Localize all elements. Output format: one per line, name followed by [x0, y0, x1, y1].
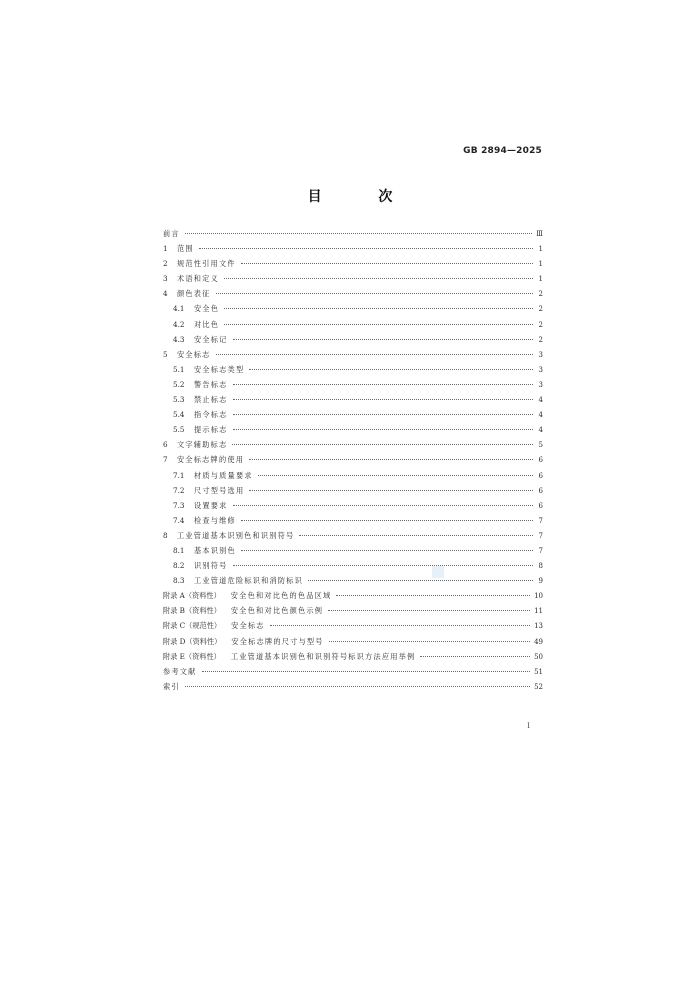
toc-entry-number: 8.2 [173, 561, 185, 571]
toc-entry-number: 5.5 [173, 425, 185, 435]
toc-leader-dots [336, 595, 530, 596]
toc-entry[interactable] [163, 226, 543, 241]
toc-entry-number: 附录 B（资料性） [163, 606, 221, 616]
toc-entry-number: 5.4 [173, 410, 185, 420]
toc-leader-dots [233, 414, 533, 415]
toc-entry[interactable] [163, 317, 543, 332]
toc-entry-number: 附录 D（资料性） [163, 636, 222, 646]
toc-entry-title: 安全标志 [231, 621, 265, 631]
toc-entry-page: 2 [538, 320, 543, 329]
toc-entry-number: 5 [163, 349, 168, 359]
toc-entry-number: 附录 A（资料性） [163, 591, 221, 601]
toc-entry-page: 7 [538, 516, 543, 525]
toc-leader-dots [241, 550, 533, 551]
toc-entry[interactable] [163, 437, 543, 452]
toc-entry-page: 13 [534, 622, 543, 631]
toc-entry-page: 5 [538, 441, 543, 450]
toc-entry-number: 附录 E（资料性） [163, 651, 221, 661]
toc-entry[interactable] [163, 483, 543, 498]
toc-entry-title: 识别符号 [194, 561, 228, 571]
toc-leader-dots [258, 475, 533, 476]
toc-entry-page: 9 [538, 577, 543, 586]
toc-leader-dots [216, 293, 533, 294]
toc-leader-dots [224, 308, 533, 309]
toc-entry-number: 附录 C（规范性） [163, 621, 222, 631]
toc-entry-title: 安全色和对比色颜色示例 [230, 606, 324, 616]
toc-entry-title: 工业管道危险标识和消防标识 [194, 576, 304, 586]
toc-entry-title: 材质与质量要求 [194, 470, 253, 480]
toc-entry-page: 4 [538, 426, 543, 435]
toc-entry-title: 工业管道基本识别色和识别符号标识方法应用举例 [230, 651, 416, 661]
toc-entry[interactable] [163, 452, 543, 467]
toc-entry[interactable] [163, 558, 543, 573]
toc-entry-page: 3 [538, 380, 543, 389]
toc-leader-dots [329, 641, 530, 642]
toc-entry-title: 索引 [163, 681, 180, 691]
toc-entry[interactable] [163, 603, 543, 618]
toc-entry-number: 5.2 [173, 379, 185, 389]
toc-leader-dots [233, 399, 533, 400]
toc-entry-title: 禁止标志 [194, 395, 228, 405]
toc-entry-page: 49 [534, 637, 543, 646]
toc-leader-dots [233, 339, 533, 340]
toc-entry[interactable] [163, 241, 543, 256]
toc-entry-page: 2 [538, 335, 543, 344]
toc-entry-number: 6 [163, 440, 168, 450]
toc-entry-number: 7.4 [173, 515, 185, 525]
toc-entry-title: 提示标志 [194, 425, 228, 435]
toc-entry[interactable] [163, 468, 543, 483]
toc-entry[interactable] [163, 362, 543, 377]
toc-entry[interactable] [163, 649, 543, 664]
toc-entry-page: 8 [538, 562, 543, 571]
toc-entry[interactable] [163, 679, 543, 694]
watermark-mark [432, 566, 444, 578]
toc-entry-title: 文字辅助标志 [177, 440, 228, 450]
toc-entry[interactable] [163, 286, 543, 301]
toc-entry[interactable] [163, 573, 543, 588]
toc-leader-dots [233, 384, 533, 385]
toc-entry-title: 警告标志 [194, 379, 228, 389]
toc-entry-page: 51 [534, 667, 543, 676]
toc-leader-dots [185, 686, 530, 687]
toc-entry-title: 尺寸型号选用 [194, 485, 245, 495]
toc-entry-title: 规范性引用文件 [177, 259, 236, 269]
toc-entry[interactable] [163, 422, 543, 437]
toc-entry-number: 5.3 [173, 395, 185, 405]
toc-entry-page: 1 [538, 245, 543, 254]
toc-entry-title: 基本识别色 [194, 545, 236, 555]
toc-leader-dots [299, 535, 533, 536]
toc-entry-title: 安全标志类型 [194, 364, 245, 374]
page-number: I [527, 722, 530, 730]
toc-leader-dots [185, 233, 532, 234]
toc-entry-page: 50 [534, 652, 543, 661]
toc-entry-number: 3 [163, 274, 168, 284]
toc-entry-title: 检查与维修 [194, 515, 236, 525]
toc-leader-dots [233, 565, 533, 566]
toc-leader-dots [270, 625, 530, 626]
toc-leader-dots [224, 278, 533, 279]
toc-entry-page: 3 [538, 350, 543, 359]
toc-entry[interactable] [163, 513, 543, 528]
toc-leader-dots [232, 444, 533, 445]
toc-entry-title: 颜色表征 [177, 289, 211, 299]
toc-entry-number: 7 [163, 455, 168, 465]
toc-entry-number: 2 [163, 259, 168, 269]
toc-leader-dots [216, 354, 533, 355]
toc-entry-title: 设置要求 [194, 500, 228, 510]
toc-entry-number: 7.3 [173, 500, 185, 510]
toc-entry-page: 1 [538, 260, 543, 269]
toc-entry-title: 安全标记 [194, 334, 228, 344]
toc-entry[interactable] [163, 634, 543, 649]
toc-entry[interactable] [163, 301, 543, 316]
toc-entry[interactable] [163, 392, 543, 407]
toc-entry-number: 1 [163, 244, 168, 254]
toc-entry-page: 4 [538, 396, 543, 405]
toc-entry[interactable] [163, 347, 543, 362]
toc-entry-title: 对比色 [194, 319, 220, 329]
toc-entry-number: 4.1 [173, 304, 185, 314]
toc-entry[interactable] [163, 377, 543, 392]
page-title: 目 次 [307, 189, 419, 205]
toc-entry-title: 参考文献 [163, 666, 197, 676]
toc-entry[interactable] [163, 256, 543, 271]
toc-leader-dots [249, 369, 533, 370]
table-of-contents [163, 226, 543, 694]
toc-entry-page: 6 [538, 486, 543, 495]
toc-entry-page: 6 [538, 501, 543, 510]
toc-entry-page: 10 [534, 592, 543, 601]
toc-entry-title: 范围 [177, 244, 194, 254]
toc-entry-page: 7 [538, 531, 543, 540]
toc-leader-dots [199, 248, 533, 249]
toc-leader-dots [420, 656, 530, 657]
toc-entry-number: 8 [163, 530, 168, 540]
toc-entry-title: 前言 [163, 229, 180, 238]
toc-entry[interactable] [163, 332, 543, 347]
toc-leader-dots [241, 263, 533, 264]
toc-leader-dots [224, 324, 533, 325]
toc-leader-dots [249, 459, 533, 460]
toc-entry-page: 1 [538, 275, 543, 284]
toc-leader-dots [241, 520, 533, 521]
toc-leader-dots [249, 490, 533, 491]
toc-entry[interactable] [163, 271, 543, 286]
toc-entry-page: 2 [538, 290, 543, 299]
toc-entry-number: 7.1 [173, 470, 185, 480]
standard-number: GB 2894—2025 [463, 146, 542, 156]
toc-entry-page: 52 [534, 682, 543, 691]
toc-leader-dots [233, 505, 533, 506]
toc-leader-dots [328, 610, 530, 611]
toc-entry-number: 5.1 [173, 364, 185, 374]
toc-entry[interactable] [163, 588, 543, 603]
toc-entry-page: 7 [538, 546, 543, 555]
toc-entry-title: 安全标志牌的尺寸与型号 [231, 636, 324, 646]
toc-entry-title: 术语和定义 [177, 274, 219, 284]
toc-entry-page: 11 [534, 607, 543, 616]
toc-entry-number: 4.3 [173, 334, 185, 344]
toc-entry-title: 工业管道基本识别色和识别符号 [177, 530, 295, 540]
toc-leader-dots [308, 580, 533, 581]
toc-entry[interactable] [163, 528, 543, 543]
toc-entry-title: 指令标志 [194, 410, 228, 420]
toc-entry-page: Ⅲ [536, 230, 543, 238]
toc-entry-title: 安全色 [194, 304, 220, 314]
toc-leader-dots [233, 429, 533, 430]
toc-entry-page: 4 [538, 411, 543, 420]
toc-entry-page: 3 [538, 365, 543, 374]
toc-entry-page: 6 [538, 471, 543, 480]
toc-entry-number: 4 [163, 289, 168, 299]
toc-entry-title: 安全标志 [177, 349, 211, 359]
toc-entry-page: 6 [538, 456, 543, 465]
toc-leader-dots [202, 671, 531, 672]
toc-entry-title: 安全色和对比色的色品区域 [230, 591, 332, 601]
toc-entry-title: 安全标志牌的使用 [177, 455, 245, 465]
toc-entry[interactable] [163, 498, 543, 513]
toc-entry-number: 4.2 [173, 319, 185, 329]
toc-entry[interactable] [163, 664, 543, 679]
toc-entry[interactable] [163, 407, 543, 422]
toc-entry-page: 2 [538, 305, 543, 314]
toc-entry-number: 8.3 [173, 576, 185, 586]
toc-entry-number: 7.2 [173, 485, 185, 495]
toc-entry-number: 8.1 [173, 545, 185, 555]
toc-entry[interactable] [163, 543, 543, 558]
toc-entry[interactable] [163, 618, 543, 633]
